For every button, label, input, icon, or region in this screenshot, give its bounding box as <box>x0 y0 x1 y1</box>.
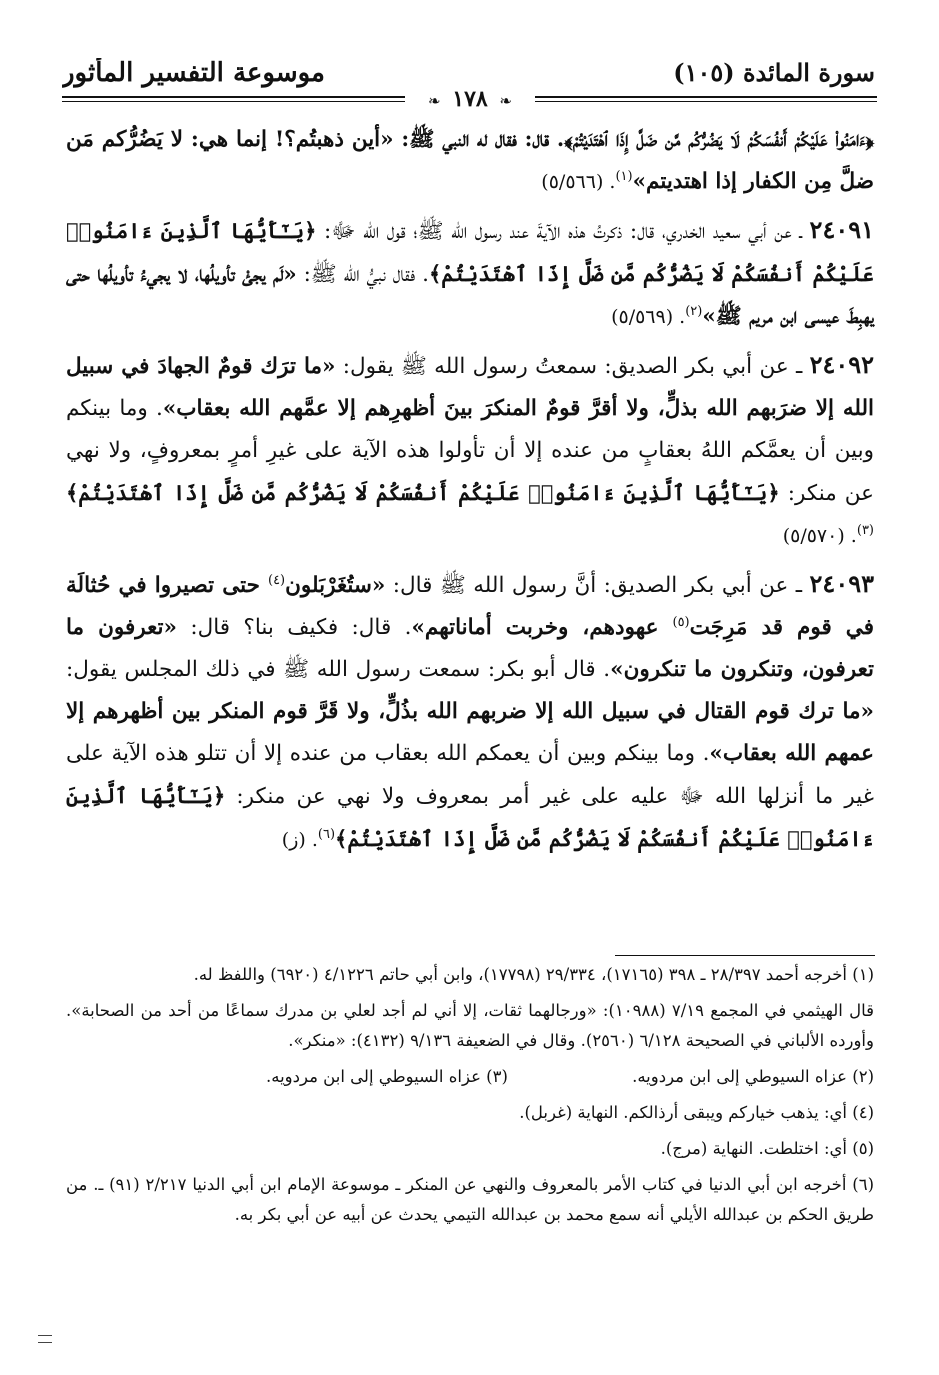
footnote-marker: (٣) <box>856 522 874 538</box>
hadith-quote: حتى تصيروا في حُثالَة في قوم قد مَرِجَت <box>66 573 874 640</box>
footnote-1: (١) أخرجه أحمد ٢٨/٣٩٧ ـ ٣٩٨ (١٧١٦٥)، ٢٩/٣٣٤ (١٧٧٩٨)، وابن أبي حاتم ٤/١٢٢٦ (٦٩٢٠) واللفظ له. <box>193 965 874 984</box>
footnote-marker: (٦) <box>317 826 336 842</box>
hadith-quote: عهودهم، وخربت أماناتهم» <box>411 615 673 640</box>
footnote-marker: (٢) <box>685 303 703 319</box>
footnote-4: (٤) أي: يذهب خياركم ويبقى أرذالكم. النهاية (غربل). <box>519 1103 874 1122</box>
main-text <box>66 118 874 867</box>
text-span: ﴿ءَامَنُوا۟ عَلَيْكُمْ أَنفُسَكُمْ لَا يَضُرُّكُم مَّن ضَلَّ إِذَا ٱهْتَدَيْتُمْ﴾. قال: فقال له النبي ﷺ: <box>393 126 874 151</box>
footnote-2: (٢) عزاه السيوطي إلى ابن مردويه. <box>632 1067 874 1086</box>
entry-number: ٢٤٠٩٢ <box>809 350 875 379</box>
footnote-pair-2-3 <box>66 1062 874 1092</box>
hadith-quote: «أين ذهبتُم؟! إنما هي: لا يَضُرُّكم مَن ضلَّ مِن الكفار إذا اهتديتم» <box>66 127 874 194</box>
entry-number: ٢٤٠٩١ <box>809 215 874 244</box>
footnote-3: (٣) عزاه السيوطي إلى ابن مردويه. <box>266 1067 508 1086</box>
entry-24093 <box>66 563 874 861</box>
hadith-quote: «تعرفون ما تعرفون، وتنكرون ما تنكرون» <box>66 615 874 682</box>
text-span: . قال: فكيف بنا؟ قال: <box>176 615 412 640</box>
quran-verse: ﴿يَـٰٓأَيُّهَا ٱلَّذِينَ ءَامَنُوا۟ عَلَيْكُمْ أَنفُسَكُمْ لَا يَضُرُّكُم مَّن ضَلَّ إِذَا ٱهْتَدَيْتُمْ﴾ <box>66 783 874 851</box>
footnote-marker: (١) <box>615 168 633 184</box>
ornament-icon: ❧ <box>428 92 441 110</box>
footnotes <box>66 960 874 1236</box>
text-span: . قال أبو بكر: سمعت رسول الله ﷺ في ذلك المجلس يقول: <box>66 657 611 682</box>
hadith-quote: «ما ترَك قومٌ الجهادَ في سبيل الله إلا ضرَبهم الله بذلٍّ، ولا أقرَّ قومٌ المنكرَ بينَ أظهرِهم إلا عمَّهم الله بعقاب» <box>66 354 874 421</box>
ornament-icon: ❧ <box>499 92 512 110</box>
entry-number: ٢٤٠٩٣ <box>809 569 874 598</box>
page-number-box <box>405 86 535 112</box>
footnote-marker: (٤) <box>267 572 286 588</box>
text-span: . وما بينكم وبين أن يعمكم الله بعقاب من عنده إلا أن تتلو هذه الآية على غير ما أنزلها الله ﷻ عليه على غير أمر بمعروف ولا نهي عن منكر: <box>66 741 874 809</box>
text-span: ـ عن أبي بكر الصديق: سمعتُ رسول الله ﷺ يقول: <box>335 354 810 379</box>
volume-reference: . (٥/٥٦٦) <box>541 171 616 193</box>
series-title: موسوعة التفسير المأثور <box>62 58 325 88</box>
surah-title: سورة المائدة (١٠٥) <box>673 58 875 87</box>
page-number: ١٧٨ <box>452 86 488 112</box>
paragraph-continuation <box>66 118 874 203</box>
footnote-marker: (٥) <box>672 614 690 630</box>
volume-reference: . (٥/٥٧٠) <box>782 525 857 547</box>
footnote-1-commentary: قال الهيثمي في المجمع ٧/١٩ (١٠٩٨٨): «ورجالهما ثقات، إلا أني لم أجد لعلي بن مدرك سماعًا من أحد من الصحابة». وأورده الألباني في الصحيحة ٦/١٢٨ (٢٥٦٠). وقال في الضعيفة ٩/١٣٦ (٤١٣٢): «منكر». <box>66 1001 875 1050</box>
footnote-separator <box>615 955 875 956</box>
hadith-quote: «ما ترك قوم القتال في سبيل الله إلا ضربهم الله بذُلٍّ، ولا قَرَّ قوم المنكر بين أظهرهم إلا عمهم الله بعقاب» <box>66 699 874 766</box>
entry-24091 <box>66 209 874 338</box>
text-span: . وما بينكم وبين أن يعمَّكم اللهُ بعقابٍ من عنده إلا أن تأولوا هذه الآية على غيرِ أمرٍ بمعروفٍ، ولا نهي عن منكر: <box>66 396 874 506</box>
volume-reference: . (ز) <box>281 829 318 851</box>
footnote-6: (٦) أخرجه ابن أبي الدنيا في كتاب الأمر بالمعروف والنهي عن المنكر ـ موسوعة الإمام ابن أبي الدنيا ٢/٢١٧ (٩١) ـ. من طريق الحكم بن عبدالله الأيلي أنه سمع محمد بن عبدالله التيمي يحدث عن أبيه عن أبي بكر به. <box>66 1175 875 1224</box>
quran-verse: ﴿يَـٰٓأَيُّهَا ٱلَّذِينَ ءَامَنُوا۟ عَلَيْكُمْ أَنفُسَكُمْ لَا يَضُرُّكُم مَّن ضَلَّ إِذَا ٱهْتَدَيْتُمْ﴾ <box>66 480 780 505</box>
hadith-quote: «لَم يجئْ تأويلُها، لا يجيءُ تأويلُها حتى يهبِطَ عيسى ابن مريم ﷺ» <box>66 262 874 329</box>
footnote-5: (٥) أي: اختلطت. النهاية (مرج). <box>660 1139 874 1158</box>
text-span: . فقال نبيُّ الله ﷺ: <box>296 262 429 287</box>
quran-verse: ﴿يَـٰٓأَيُّهَا ٱلَّذِينَ ءَامَنُوا۟ عَلَيْكُمْ أَنفُسَكُمْ لَا يَضُرُّكُم مَّن ضَلَّ إِذَا ٱهْتَدَيْتُمْ﴾ <box>66 218 874 286</box>
volume-reference: . (٥/٥٦٩) <box>611 306 686 328</box>
text-span: ـ عن أبي سعيد الخدري، قال: ذكرتُ هذه الآيةَ عند رسول الله ﷺ؛ قول الله ﷻ: <box>316 219 810 244</box>
margin-mark <box>38 1335 52 1343</box>
hadith-quote: «ستُغَرْبَلون <box>285 573 386 598</box>
text-span: ـ عن أبي بكر الصديق: أنَّ رسول الله ﷺ قال: <box>385 573 810 598</box>
entry-24092 <box>66 344 874 557</box>
